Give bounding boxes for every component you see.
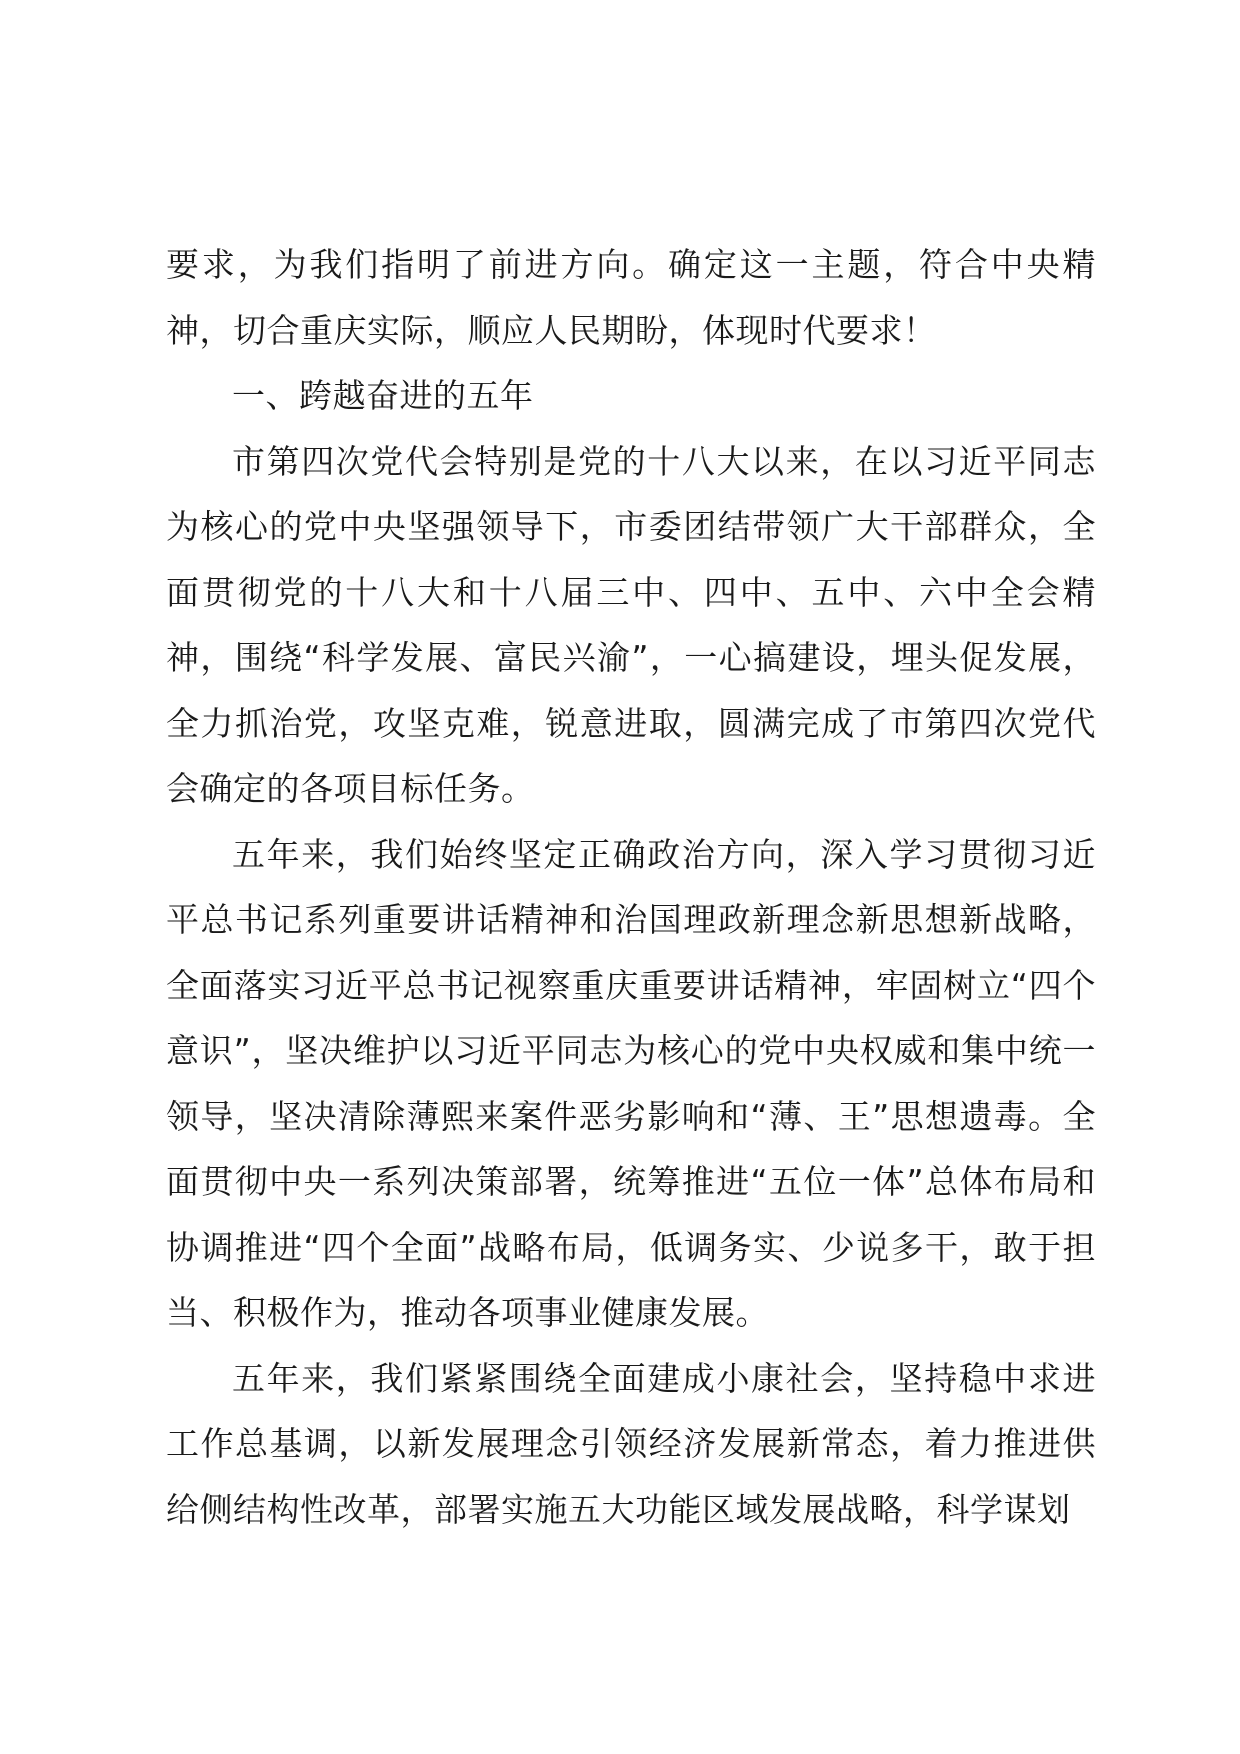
paragraph: 五年来，我们始终坚定正确政治方向，深入学习贯彻习近平总书记系列重要讲话精神和治国理政新理念新思想新战略，全面落实习近平总书记视察重庆重要讲话精神，牢固树立“四个意识”，坚决维护以习近平同志为核心的党中央权威和集中统一领导，坚决清除薄熙来案件恶劣影响和“薄、王”思想遗毒。全面贯彻中央一系列决策部署，统筹推进“五位一体”总体布局和协调推进“四个全面”战略布局，低调务实、少说多干，敢于担当、积极作为，推动各项事业健康发展。 <box>166 834 1096 1332</box>
paragraph: 五年来，我们紧紧围绕全面建成小康社会，坚持稳中求进工作总基调，以新发展理念引领经济发展新常态，着力推进供给侧结构性改革，部署实施五大功能区域发展战略，科学谋划 <box>166 1358 1096 1529</box>
paragraph: 市第四次党代会特别是党的十八大以来，在以习近平同志为核心的党中央坚强领导下，市委团结带领广大干部群众，全面贯彻党的十八大和十八届三中、四中、五中、六中全会精神，围绕“科学发展、富民兴渝”，一心搞建设，埋头促发展，全力抓治党，攻坚克难，锐意进取，圆满完成了市第四次党代会确定的各项目标任务。 <box>166 441 1096 808</box>
section-heading: 一、跨越奋进的五年 <box>232 376 534 415</box>
document-body <box>166 232 1096 1542</box>
paragraph-continuation: 要求，为我们指明了前进方向。确定这一主题，符合中央精神，切合重庆实际，顺应人民期盼，体现时代要求！ <box>166 245 1096 350</box>
